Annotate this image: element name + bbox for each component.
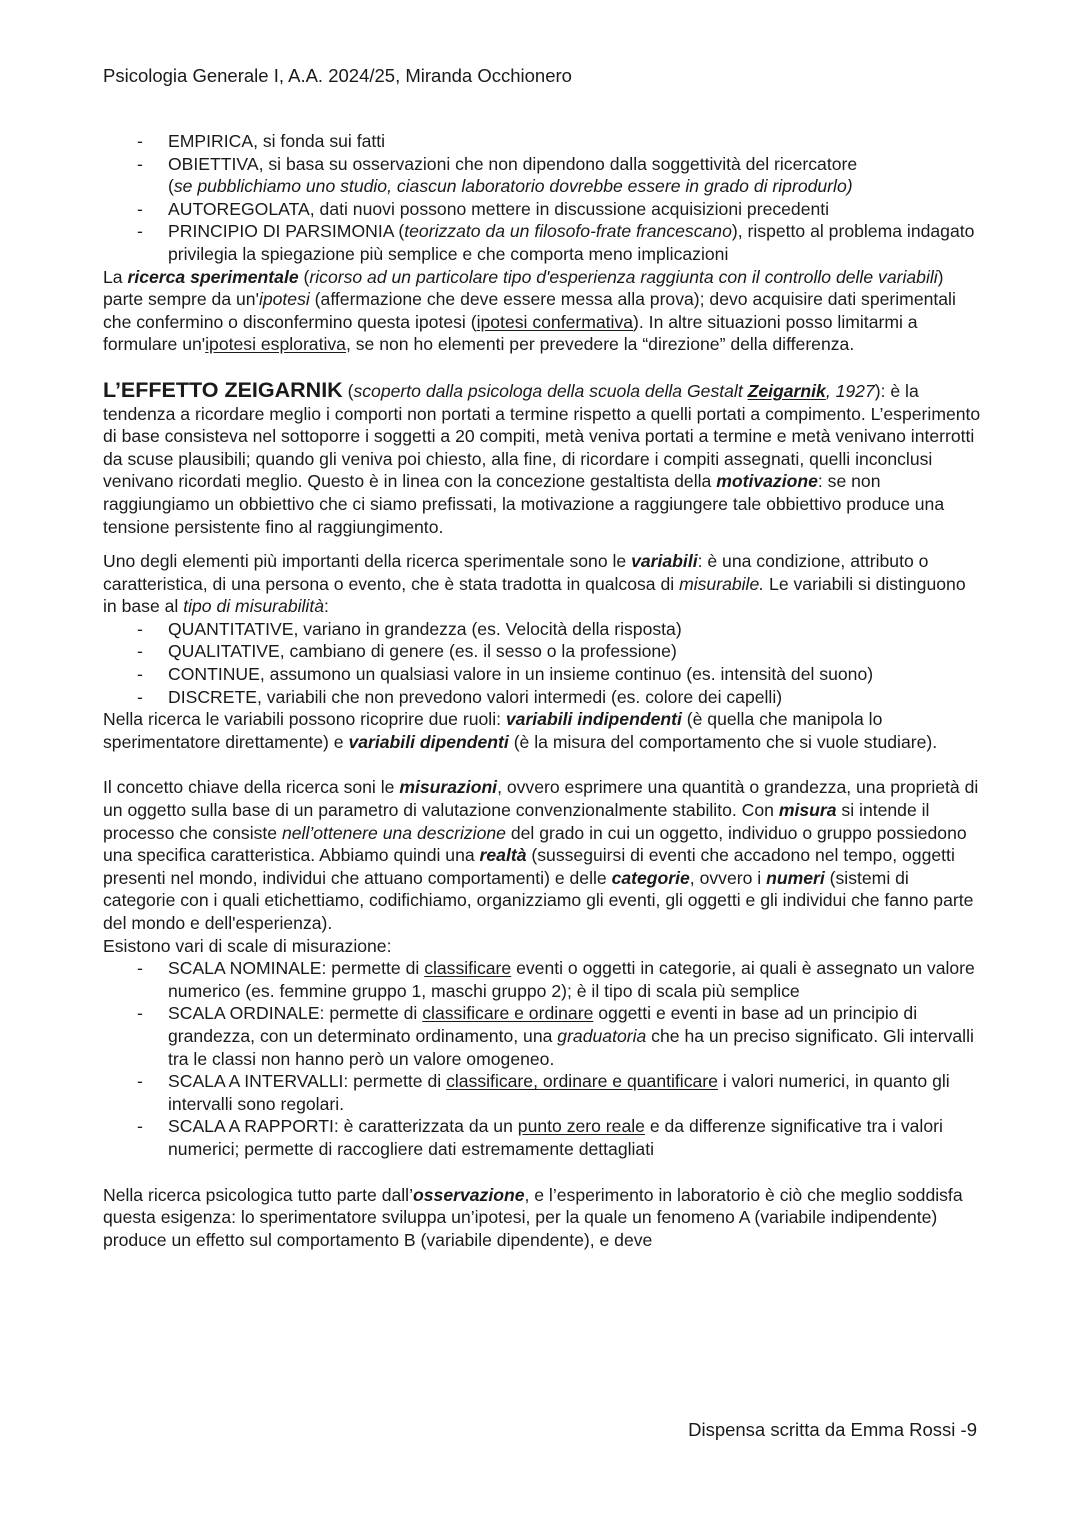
list-item: - SCALA A RAPPORTI: è caratterizzata da un punto zero reale e da differenze significative tra i valori numerici; permette di raccogliere dati estremamente dettagliati (103, 1115, 983, 1160)
list-item: - EMPIRICA, si fonda sui fatti (103, 130, 983, 153)
paragraph-ricerca-sperimentale: La ricerca sperimentale (ricorso ad un particolare tipo d'esperienza raggiunta con il controllo delle variabili) parte sempre da un'ipotesi (affermazione che deve essere messa alla prova); devo acquisire dati sperimentali che confermino o disconfermino questa ipotesi (ipotesi confermativa). In altre situazioni posso limitarmi a formulare un'ipotesi esplorativa, se non ho elementi per prevedere la “direzione” della differenza. (103, 266, 956, 355)
list-item: - PRINCIPIO DI PARSIMONIA (teorizzato da un filosofo-frate francescano), rispetto al problema indagato privilegia la spiegazione più semplice e che comporta meno implicazioni (103, 220, 983, 265)
list-item: - QUALITATIVE, cambiano di genere (es. il sesso o la professione) (103, 640, 983, 663)
list-item: - OBIETTIVA, si basa su osservazioni che non dipendono dalla soggettività del ricercatore (se pubblichiamo uno studio, ciascun laboratorio dovrebbe essere in grado di riprodurlo) (103, 153, 983, 198)
list-item: - SCALA A INTERVALLI: permette di classificare, ordinare e quantificare i valori numerici, in quanto gli intervalli sono regolari. (103, 1070, 983, 1115)
list-item: - QUANTITATIVE, variano in grandezza (es. Velocità della risposta) (103, 618, 983, 641)
variable-types-list (103, 618, 983, 708)
page-header: Psicologia Generale I, A.A. 2024/25, Miranda Occhionero (103, 65, 572, 86)
list-item: - SCALA NOMINALE: permette di classificare eventi o oggetti in categorie, ai quali è assegnato un valore numerico (es. femmine gruppo 1, maschi gruppo 2); è il tipo di scala più semplice (103, 957, 983, 1002)
page-content (103, 130, 983, 1251)
paragraph-variable-roles: Nella ricerca le variabili possono ricoprire due ruoli: variabili indipendenti (è quella che manipola lo sperimentatore direttamente) e variabili dipendenti (è la misura del comportamento che si vuole studiare). (103, 709, 938, 752)
paragraph-osservazione: Nella ricerca psicologica tutto parte dall’osservazione, e l’esperimento in laboratorio è ciò che meglio soddisfa questa esigenza: lo sperimentatore sviluppa un’ipotesi, per la quale un fenomeno A (variabile indipendente) produce un effetto sul comportamento B (variabile dipendente), e deve (103, 1184, 963, 1250)
paragraph-misurazioni: Il concetto chiave della ricerca soni le misurazioni, ovvero esprimere una quantità o grandezza, una proprietà di un oggetto sulla base di un parametro di valutazione convenzionalmente stabilito. Con misura si intende il processo che consiste nell’ottenere una descrizione del grado in cui un oggetto, individuo o gruppo possiedono una specifica caratteristica. Abbiamo quindi una realtà (susseguirsi di eventi che accadono nel tempo, oggetti presenti nel mondo, individui che attuano comportamenti) e delle categorie, ovvero i numeri (sistemi di categorie con i quali etichettiamo, codifichiamo, organizziamo gli eventi, gli oggetti e gli individui che fanno parte del mondo e dell'esperienza). (103, 777, 979, 933)
scales-intro: Esistono vari di scale di misurazione: (103, 935, 392, 956)
paragraph-zeigarnik: L’EFFETTO ZEIGARNIK (scoperto dalla psicologa della scuola della Gestalt Zeigarnik, 1927): è la tendenza a ricordare meglio i comporti non portati a termine rispetto a quelli portati a compimento. L’esperimento di base consisteva nel sottoporre i soggetti a 20 compiti, metà veniva portati a termine e metà venivano interrotti da scuse plausibili; quando gli veniva poi chiesto, alla fine, di ricordare i compiti assegnati, quelli inconclusi venivano ricordati meglio. Questo è in linea con la concezione gestaltista della motivazione: se non raggiungiamo un obbiettivo che ci siamo prefissati, la motivazione a raggiungere tale obbiettivo produce una tensione persistente fino al raggiungimento. (103, 377, 981, 537)
page-footer: Dispensa scritta da Emma Rossi -9 (688, 1419, 977, 1440)
section-heading: L’EFFETTO ZEIGARNIK (103, 377, 343, 402)
list-item: - DISCRETE, variabili che non prevedono valori intermedi (es. colore dei capelli) (103, 686, 983, 709)
science-properties-list (103, 130, 983, 266)
list-item: - CONTINUE, assumono un qualsiasi valore in un insieme continuo (es. intensità del suono) (103, 663, 983, 686)
list-item: - SCALA ORDINALE: permette di classificare e ordinare oggetti e eventi in base ad un principio di grandezza, con un determinato ordinamento, una graduatoria che ha un preciso significato. Gli intervalli tra le classi non hanno però un valore omogeneo. (103, 1002, 983, 1070)
paragraph-variabili: Uno degli elementi più importanti della ricerca sperimentale sono le variabili: è una condizione, attributo o caratteristica, di una persona o evento, che è stata tradotta in qualcosa di misurabile. Le variabili si distinguono in base al tipo di misurabilità: (103, 551, 966, 617)
list-item: - AUTOREGOLATA, dati nuovi possono mettere in discussione acquisizioni precedenti (103, 198, 983, 221)
measurement-scales-list (103, 957, 983, 1160)
